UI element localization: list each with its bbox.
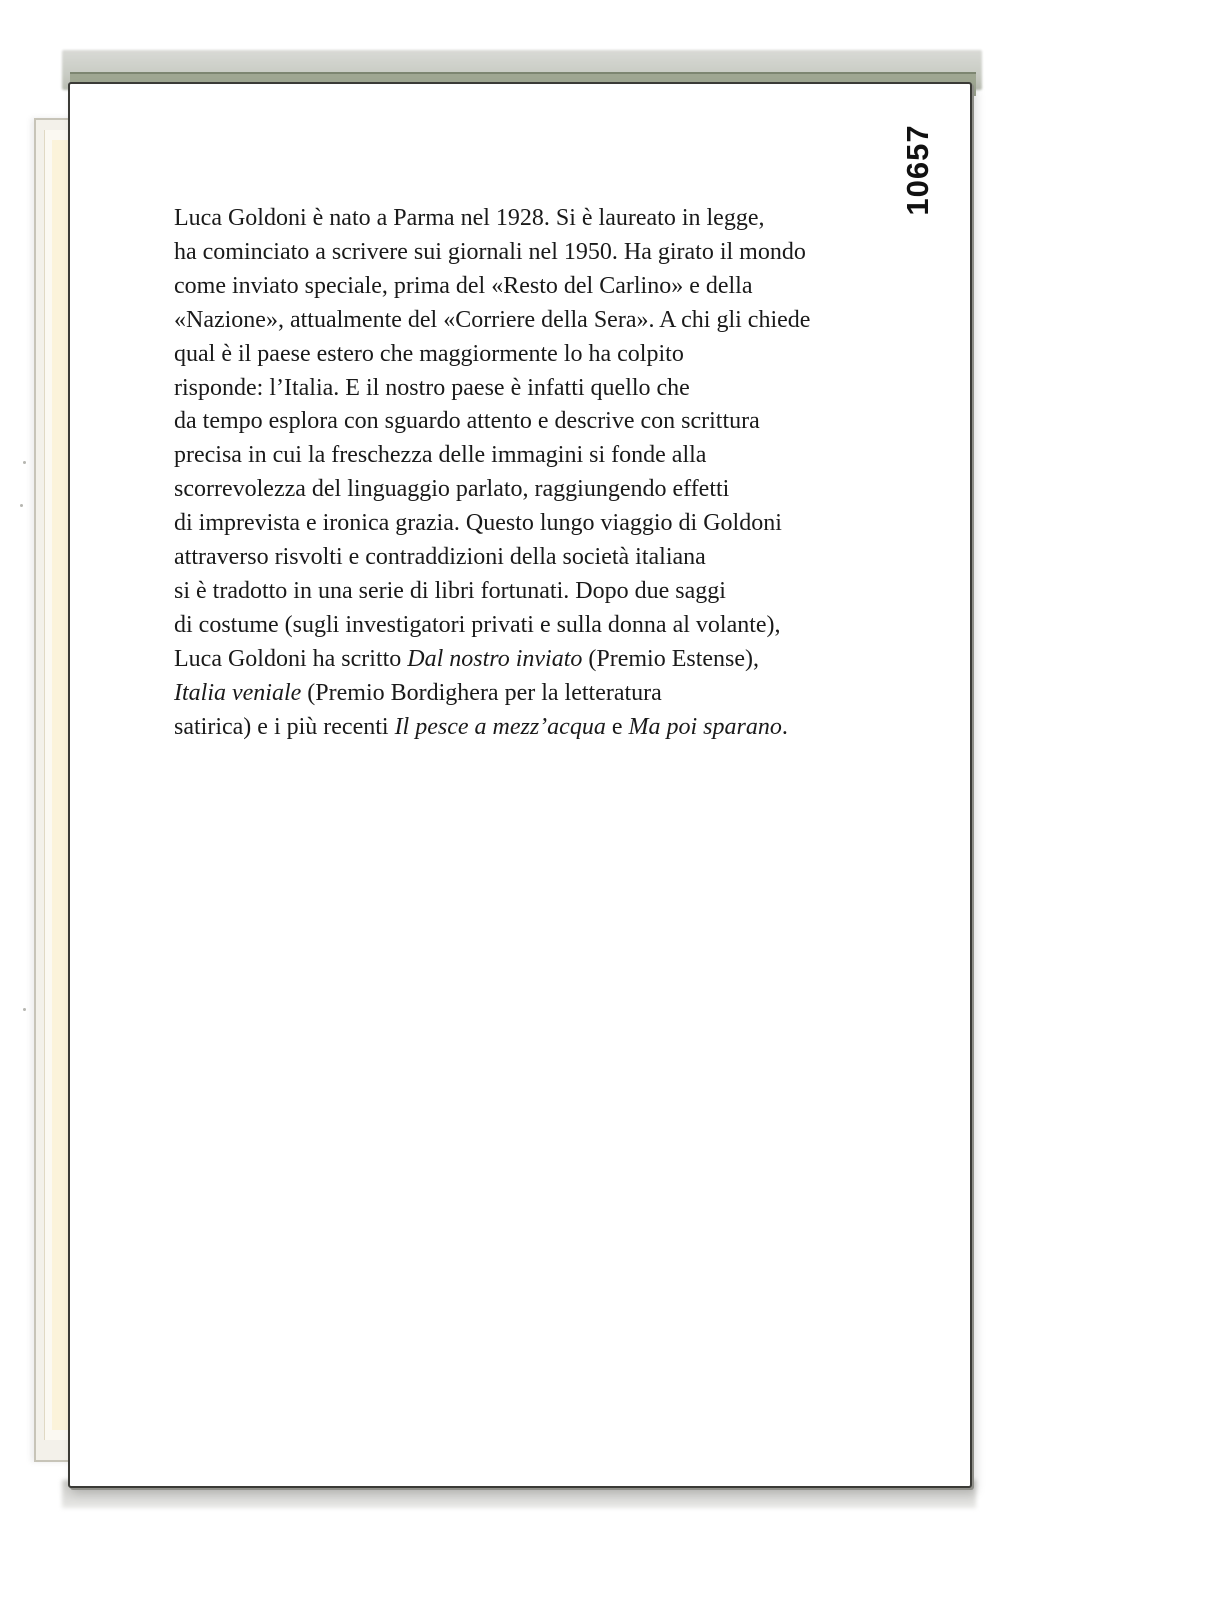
scan-speck bbox=[23, 1008, 26, 1011]
catalog-number: 10657 bbox=[900, 124, 935, 216]
bio-line: si è tradotto in una serie di libri fortunati. Dopo due saggi bbox=[174, 577, 726, 604]
bio-text: satirica) e i più recenti bbox=[174, 713, 395, 740]
bio-line: qual è il paese estero che maggiormente lo ha colpito bbox=[174, 340, 684, 367]
scan-speck bbox=[23, 461, 26, 464]
bio-text: . bbox=[781, 713, 788, 740]
bio-line: come inviato speciale, prima del «Resto del Carlino» e della bbox=[174, 272, 753, 299]
bio-line: risponde: l’Italia. E il nostro paese è infatti quello che bbox=[174, 374, 690, 401]
bio-text: (Premio Bordighera per la letteratura bbox=[301, 679, 662, 706]
bio-line bbox=[174, 643, 914, 677]
bio-line: di imprevista e ironica grazia. Questo lungo viaggio di Goldoni bbox=[174, 510, 782, 537]
bio-line: attraverso risvolti e contraddizioni della società italiana bbox=[174, 544, 706, 571]
bio-line: precisa in cui la freschezza delle immagini si fonde alla bbox=[174, 442, 707, 469]
bio-line bbox=[174, 677, 914, 711]
book-title-ma-poi-sparano: Ma poi sparano bbox=[628, 713, 782, 740]
bio-line: Luca Goldoni è nato a Parma nel 1928. Si è laureato in legge, bbox=[174, 205, 765, 231]
bio-text: e bbox=[605, 713, 629, 740]
bio-text: (Premio Estense), bbox=[582, 645, 760, 672]
bio-line: «Nazione», attualmente del «Corriere della Sera». A chi gli chiede bbox=[174, 306, 811, 333]
bio-line: scorrevolezza del linguaggio parlato, raggiungendo effetti bbox=[174, 476, 730, 503]
bio-line bbox=[174, 711, 914, 745]
book-title-dal-nostro-inviato: Dal nostro inviato bbox=[407, 645, 583, 672]
book-title-il-pesce: Il pesce a mezz’acqua bbox=[394, 713, 606, 740]
bio-line: ha cominciato a scrivere sui giornali nel 1950. Ha girato il mondo bbox=[174, 238, 806, 265]
scan-speck bbox=[20, 504, 23, 507]
book-title-italia-veniale: Italia veniale bbox=[174, 679, 302, 706]
bio-text: Luca Goldoni ha scritto bbox=[174, 645, 408, 672]
bio-line: da tempo esplora con sguardo attento e descrive con scrittura bbox=[174, 408, 760, 435]
author-biography bbox=[174, 202, 914, 745]
bio-line: di costume (sugli investigatori privati e sulla donna al volante), bbox=[174, 611, 781, 638]
